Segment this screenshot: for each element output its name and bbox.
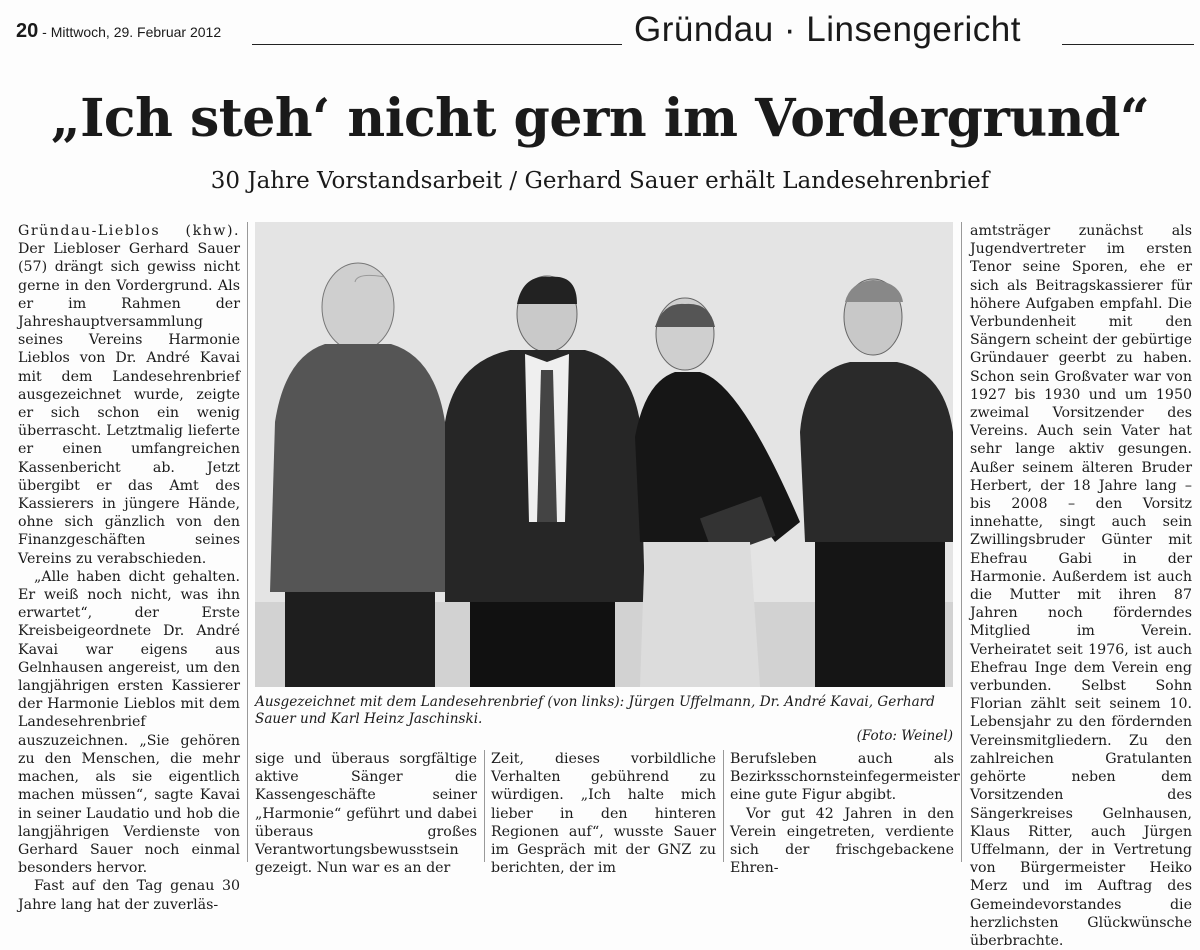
col5-text: amtsträger zunächst als Jugendvertreter im ersten Tenor seine Sporen, ehe er sich als Beitragskassierer für höhere Aufgaben empfahl. Die Verbundenheit mit den Sängern scheint der gebürtige Gründauer geerbt zu haben. Schon sein Großvater war von 1927 bis 1930 und um 1950 zweimal Vorsitzender des Vereins. Auch sein Vater hat sehr lange aktiv gesungen. Außer seinem älteren Bruder Herbert, der 18 Jahre lang – bis 2008 – den Vorsitz innehatte, singt auch sein Zwillingsbruder Günter mit Ehefrau Gabi in der Harmonie. Außerdem ist auch die Mutter mit ihren 87 Jahren noch förderndes Mitglied im Verein. Verheiratet seit 1976, ist auch Ehefrau Inge dem Verein eng verbunden. Selbst Sohn Florian zählt seit seinem 10. Lebensjahr zu den fördernden Vereinsmitgliedern. Zu den zahlreichen Gratulanten gehörte neben dem Vorsitzenden des Sängerkreises Gelnhausen, Klaus Ritter, auch Jürgen Uffelmann, der in Vertretung von Bürgermeister Heiko Merz und im Auftrag des Gemeindevorstandes die herzlichsten Glückwünsche überbrachte.	[970, 223, 1192, 949]
section-title: Gründau · Linsengericht	[634, 10, 1021, 49]
column-divider	[484, 750, 485, 862]
photo-caption	[255, 694, 953, 745]
header-left	[16, 20, 221, 43]
headline: „Ich steh‘ nicht gern im Vordergrund“	[50, 88, 1150, 149]
article-column-1	[18, 222, 240, 914]
col1-paragraph-2: „Alle haben dicht gehalten. Er weiß noch nicht, was ihn erwartet“, der Erste Kreisbeigeordnete Dr. André Kavai war eigens aus Gelnhausen angereist, um den langjährigen ersten Kassierer der Harmonie Lieblos mit dem Landesehrenbrief auszuzeichnen. „Sie gehören zu den Menschen, die mehr machen, als sie eigentlich machen müssen“, sagte Kavai in seiner Laudatio und hob die langjährigen Verdienste von Gerhard Sauer noch einmal besonders hervor.	[18, 568, 240, 877]
subheadline: 30 Jahre Vorstandsarbeit / Gerhard Sauer erhält Landesehrenbrief	[210, 168, 990, 194]
col3-text: Zeit, dieses vorbildliche Verhalten gebührend zu würdigen. „Ich halte mich lieber in den hinteren Regionen auf“, wusste Sauer im Gespräch mit der GNZ zu berichten, der im	[491, 751, 716, 877]
issue-date: - Mittwoch, 29. Februar 2012	[42, 24, 222, 40]
col4-paragraph-1: Berufsleben auch als Bezirksschornsteinfegermeister eine gute Figur abgibt.	[730, 751, 960, 804]
column-divider	[723, 750, 724, 862]
caption-text: Ausgezeichnet mit dem Landesehrenbrief (von links): Jürgen Uffelmann, Dr. André Kavai, Gerhard Sauer und Karl Heinz Jaschinski.	[255, 694, 935, 727]
column-divider	[247, 222, 248, 862]
article-column-4	[730, 750, 960, 877]
col4-paragraph-2: Vor gut 42 Jahren in den Verein eingetreten, verdiente sich der frischgebackene Ehren-	[730, 805, 954, 877]
photo-credit: (Foto: Weinel)	[856, 728, 953, 744]
col1-paragraph-3: Fast auf den Tag genau 30 Jahre lang hat der zuverläs-	[18, 878, 240, 913]
page-number: 20	[16, 20, 39, 42]
photo-illustration	[255, 222, 953, 687]
article-column-5	[970, 222, 1192, 950]
col2-text: sige und überaus sorgfältige aktive Sänger die Kassengeschäfte seiner „Harmonie“ geführt und dabei überaus großes Verantwortungsbewusstsein gezeigt. Nun war es an der	[255, 751, 477, 877]
article-column-2	[255, 750, 477, 877]
article-photo	[255, 222, 953, 687]
column-divider	[961, 222, 962, 862]
header-rule	[252, 44, 622, 45]
header-rule-right	[1062, 44, 1194, 45]
dateline: Gründau-Lieblos (khw).	[18, 223, 240, 239]
article-column-3	[491, 750, 716, 877]
col1-paragraph-1: Der Liebloser Gerhard Sauer (57) drängt sich gewiss nicht gerne in den Vordergrund. Als er im Rahmen der Jahreshauptversammlung seines Vereins Harmonie Lieblos von Dr. André Kavai mit dem Landesehrenbrief ausgezeichnet wurde, zeigte er sich schon ein wenig überrascht. Letztmalig lieferte er einen umfangreichen Kassenbericht ab. Jetzt übergibt er das Amt des Kassierers in jüngere Hände, ohne sich gänzlich von den Finanzgeschäften seines Vereins zu verabschieden.	[18, 241, 240, 567]
